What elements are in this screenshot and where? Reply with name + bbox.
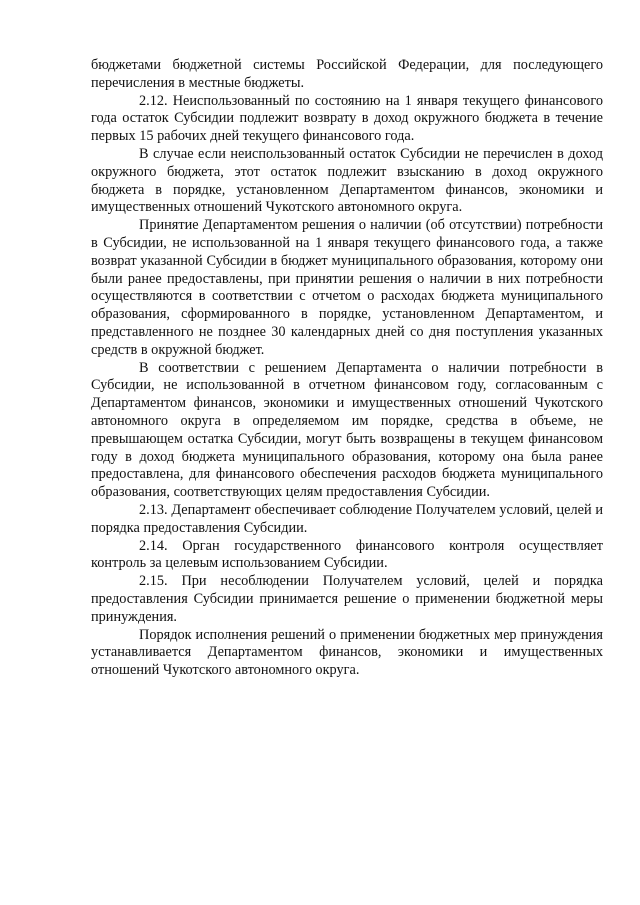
paragraph-2-14: 2.14. Орган государственного финансового контроля осуществляет контроль за целевым использованием Субсидии. bbox=[91, 537, 603, 572]
paragraph-2-15: 2.15. При несоблюдении Получателем условий, целей и порядка предоставления Субсидии принимается решение о применении бюджетной меры принуждения. bbox=[91, 573, 603, 625]
paragraph-return-in-current-year: В соответствии с решением Департамента о наличии потребности в Субсидии, не использованной в отчетном финансовом году, согласованным с Департаментом финансов, экономики и имущественных отношений Чукотского автономного округа в определяемом им порядке, средства в объеме, не превышающем остатка Субсидии, могут быть возвращены в текущем финансовом году в доход бюджета муниципального образования, которому она была ранее предоставлена, для финансового обеспечения расходов бюджета муниципального образования, соответствующих целям предоставления Субсидии. bbox=[91, 359, 603, 501]
paragraph-enforcement-procedure: Порядок исполнения решений о применении бюджетных мер принуждения устанавливается Департаментом финансов, экономики и имущественных отношений Чукотского автономного округа. bbox=[91, 626, 603, 679]
paragraph-2-12: 2.12. Неиспользованный по состоянию на 1 января текущего финансового года остаток Субсидии подлежит возврату в доход окружного бюджета в течение первых 15 рабочих дней текущего финансового года. bbox=[91, 92, 603, 145]
paragraph-need-decision: Принятие Департаментом решения о наличии (об отсутствии) потребности в Субсидии, не использованной на 1 января текущего финансового года, а также возврат указанной Субсидии в бюджет муниципального образования, которому они были ранее предоставлены, при принятии решения о наличии в них потребности осуществляются в соответствии с отчетом о расходах бюджета муниципального образования, сформированного в порядке, установленном Департаментом, и представленного не позднее 30 календарных дней со дня поступления указанных средств в окружной бюджет. bbox=[91, 217, 603, 358]
document-body bbox=[91, 57, 603, 680]
paragraph-2-13: 2.13. Департамент обеспечивает соблюдение Получателем условий, целей и порядка предоставления Субсидии. bbox=[91, 501, 603, 536]
paragraph-continuation: бюджетами бюджетной системы Российской Федерации, для последующего перечисления в местные бюджеты. bbox=[91, 57, 603, 91]
paragraph-unreturned-balance: В случае если неиспользованный остаток Субсидии не перечислен в доход окружного бюджета, этот остаток подлежит взысканию в доход окружного бюджета в порядке, установленном Департаментом финансов, экономики и имущественных отношений Чукотского автономного округа. bbox=[91, 145, 603, 216]
